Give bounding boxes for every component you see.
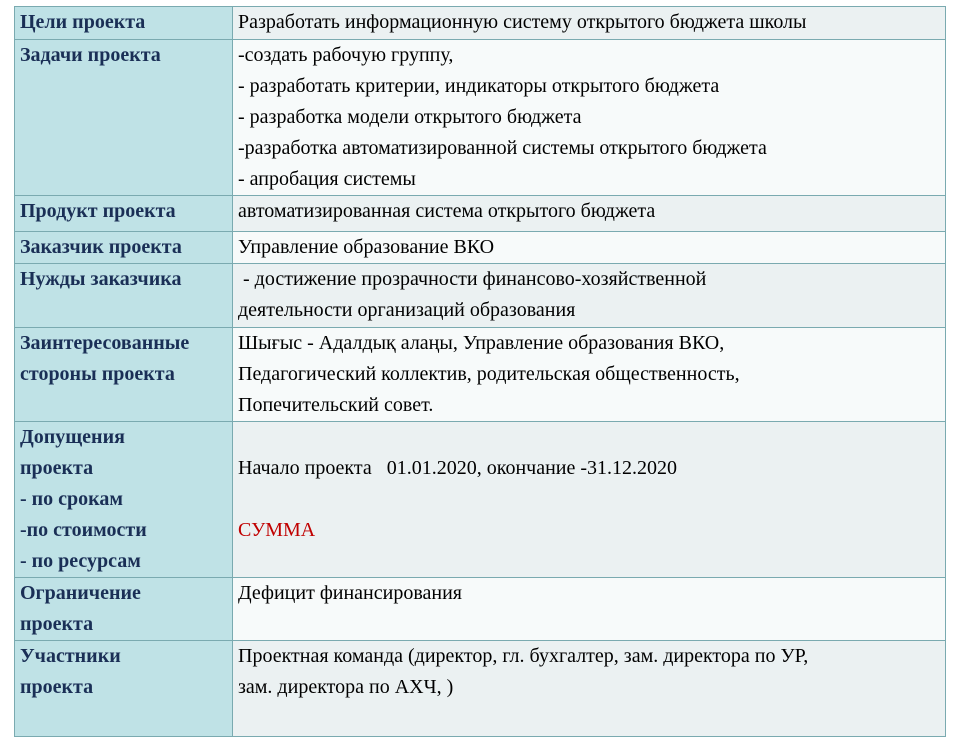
value-text: Шығыс - Адалдық алаңы, Управление образования ВКО, xyxy=(238,332,725,354)
value-text: -разработка автоматизированной системы открытого бюджета xyxy=(238,137,767,159)
table-row xyxy=(15,264,946,328)
row-value-tasks xyxy=(233,40,946,196)
value-text: автоматизированная система открытого бюджета xyxy=(238,200,656,222)
table-row xyxy=(15,196,946,232)
value-text: зам. директора по АХЧ, ) xyxy=(238,676,454,698)
value-text: - достижение прозрачности финансово-хозяйственной xyxy=(238,268,707,290)
value-text: Педагогический коллектив, родительская общественность, xyxy=(238,363,740,385)
label-text: - по ресурсам xyxy=(20,550,141,572)
row-label-participants xyxy=(15,641,233,737)
value-text: Разработать информационную систему открытого бюджета школы xyxy=(238,11,807,33)
value-text: Управление образование ВКО xyxy=(238,236,495,258)
value-text: - разработать критерии, индикаторы открытого бюджета xyxy=(238,75,720,97)
row-value-participants xyxy=(233,641,946,737)
row-value-customer xyxy=(233,232,946,264)
value-text: Начало проекта 01.01.2020, окончание -31.12.2020 xyxy=(238,457,678,479)
label-text: Цели проекта xyxy=(20,11,146,33)
label-text: стороны проекта xyxy=(20,363,175,385)
table-row xyxy=(15,7,946,40)
row-value-customer-needs xyxy=(233,264,946,328)
table-row xyxy=(15,578,946,641)
table-row xyxy=(15,422,946,578)
table-row xyxy=(15,232,946,264)
row-label-product xyxy=(15,196,233,232)
label-text: Допущения xyxy=(20,426,125,448)
value-text: Дефицит финансирования xyxy=(238,582,463,604)
label-text: проекта xyxy=(20,676,94,698)
row-value-stakeholders xyxy=(233,328,946,422)
value-text: деятельности организаций образования xyxy=(238,299,576,321)
row-label-constraints xyxy=(15,578,233,641)
label-text: - по срокам xyxy=(20,488,124,510)
sum-text: СУММА xyxy=(238,519,316,541)
project-passport-table xyxy=(14,6,946,737)
value-text: Попечительский совет. xyxy=(238,394,434,416)
value-text: - разработка модели открытого бюджета xyxy=(238,106,582,128)
row-value-assumptions xyxy=(233,422,946,578)
label-text: проекта xyxy=(20,457,94,479)
blank-line xyxy=(238,484,940,515)
table-row xyxy=(15,641,946,737)
label-text: Продукт проекта xyxy=(20,200,176,222)
label-text: Ограничение xyxy=(20,582,141,604)
label-text: -по стоимости xyxy=(20,519,147,541)
table-row xyxy=(15,328,946,422)
label-text: Участники xyxy=(20,645,121,667)
value-text: - апробация системы xyxy=(238,168,416,190)
value-text: -создать рабочую группу, xyxy=(238,44,454,66)
label-text: Заказчик проекта xyxy=(20,236,182,258)
row-value-constraints xyxy=(233,578,946,641)
row-label-customer-needs xyxy=(15,264,233,328)
row-value-goals xyxy=(233,7,946,40)
label-text: проекта xyxy=(20,613,94,635)
row-label-customer xyxy=(15,232,233,264)
label-text: Заинтересованные xyxy=(20,332,190,354)
row-label-assumptions xyxy=(15,422,233,578)
table-row xyxy=(15,40,946,196)
row-value-product xyxy=(233,196,946,232)
row-label-goals xyxy=(15,7,233,40)
label-text: Задачи проекта xyxy=(20,44,161,66)
value-text: Проектная команда (директор, гл. бухгалтер, зам. директора по УР, xyxy=(238,645,809,667)
label-text: Нужды заказчика xyxy=(20,268,182,290)
row-label-tasks xyxy=(15,40,233,196)
row-label-stakeholders xyxy=(15,328,233,422)
